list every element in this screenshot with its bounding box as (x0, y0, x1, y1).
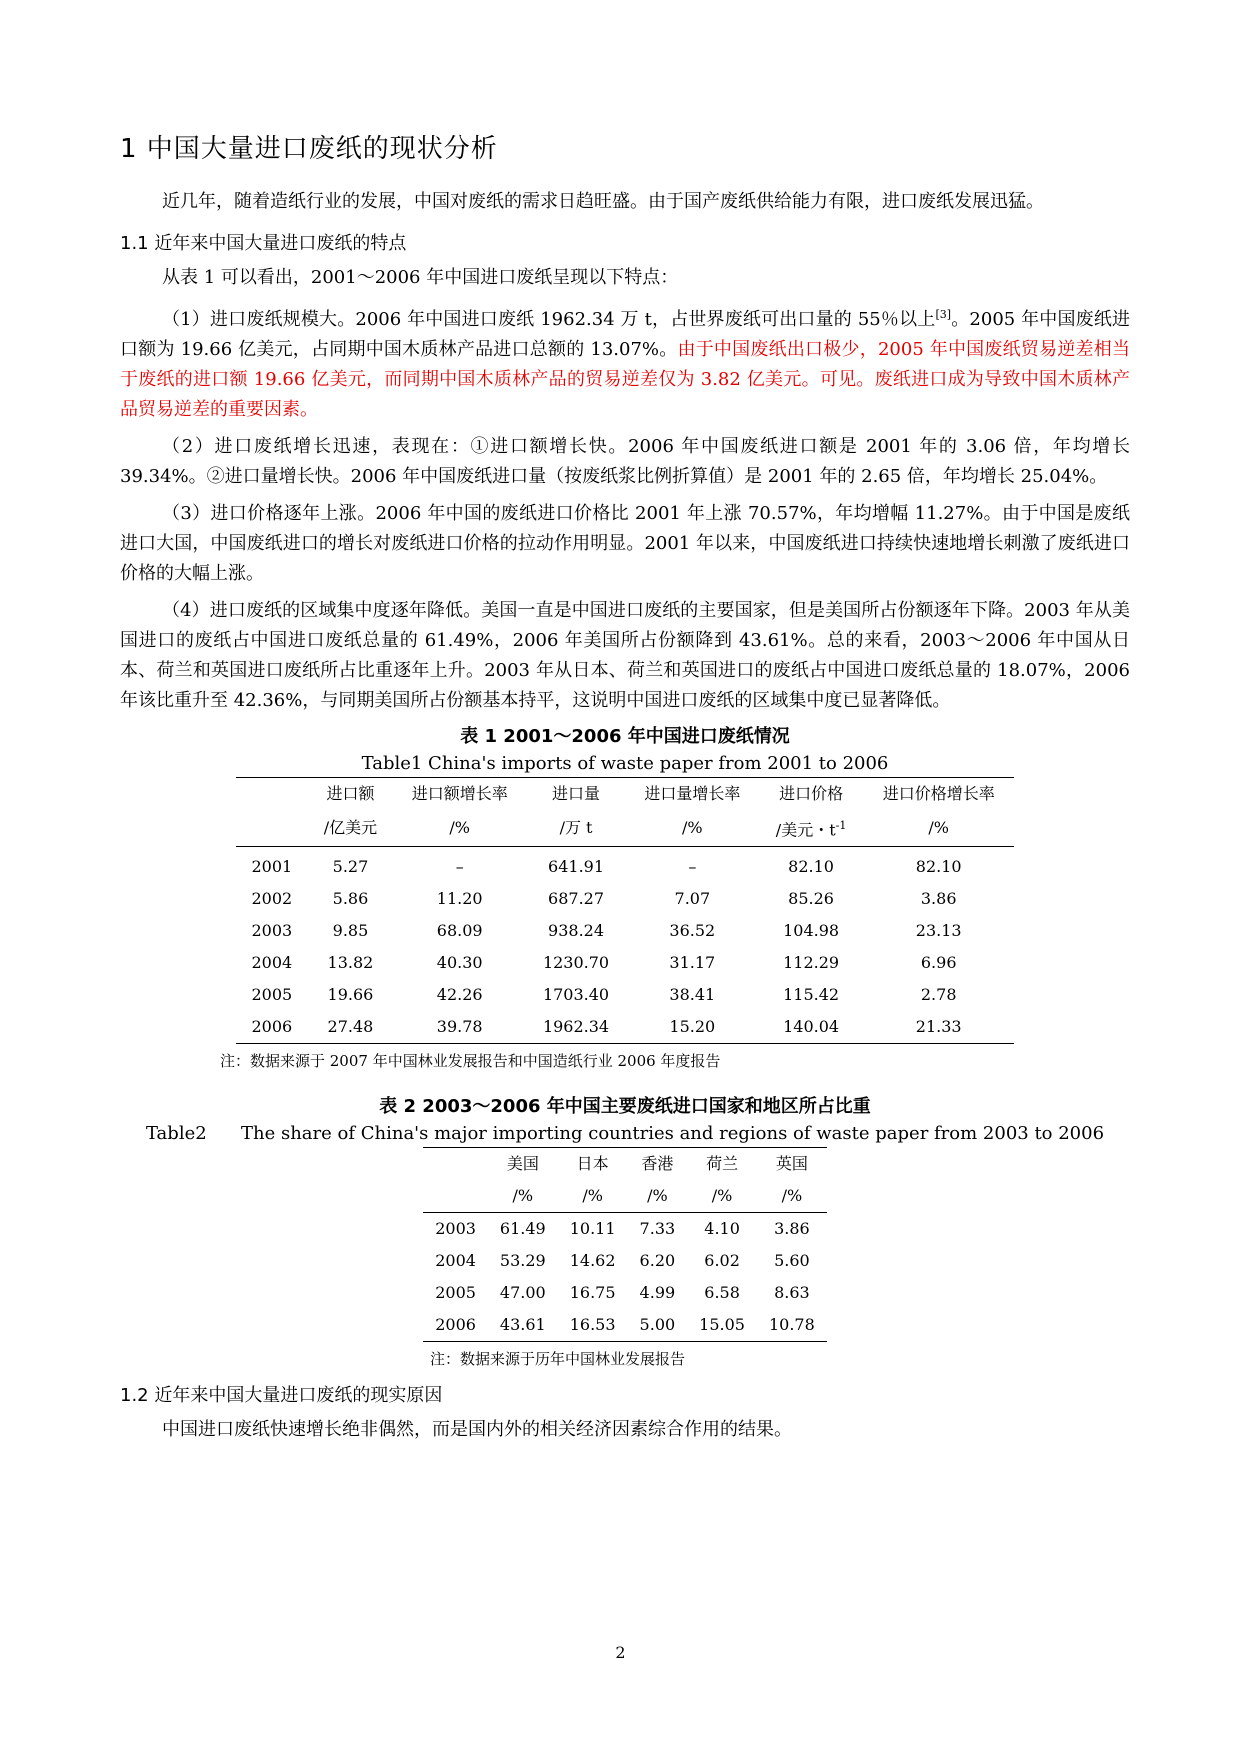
table2-header-cell: 荷兰 (706, 1154, 739, 1174)
table2-header-cell: 香港 (641, 1154, 674, 1174)
table2-cell: 2006 (435, 1315, 476, 1335)
table1-cell: – (688, 857, 697, 877)
table2-row (423, 1277, 827, 1309)
table2-header-cell: 日本 (576, 1154, 609, 1174)
paragraph-scale-text: （1）进口废纸规模大。2006 年中国进口废纸 1962.34 万 t，占世界废纸可出口量的 55％以上 (162, 309, 936, 330)
table2-note: 注：数据来源于历年中国林业发展报告 (430, 1350, 686, 1369)
document-page (120, 128, 1130, 1452)
table1-cell: 938.24 (548, 921, 605, 941)
table2-cell: 43.61 (499, 1315, 546, 1335)
table1-header-cell: 进口价格增长率 (882, 784, 995, 803)
table1-cell: 2002 (251, 889, 293, 909)
table2-cell: 2004 (435, 1251, 476, 1271)
table1-cell: 31.17 (669, 953, 716, 973)
paragraph-scale (120, 300, 1130, 425)
reasons-paragraph: 中国进口废纸快速增长绝非偶然，而是国内外的相关经济因素综合作用的结果。 (162, 1419, 792, 1441)
paragraph-growth: （2）进口废纸增长迅速，表现在：①进口额增长快。2006 年中国废纸进口额是 2001 年的 3.06 倍，年均增长 39.34%。②进口量增长快。2006 年中国废纸进口量（按废纸浆比例折算值）是 2001 年的 2.65 倍，年均增长 25.04%。 (120, 436, 1130, 487)
table2-row (423, 1309, 827, 1342)
table1-cell: 112.29 (783, 953, 840, 973)
table1-cell: 85.26 (788, 889, 834, 909)
table2-row (423, 1245, 827, 1277)
table1-cell: 27.48 (327, 1017, 374, 1037)
page-number: 2 (615, 1643, 626, 1662)
table2-cell: 5.60 (774, 1251, 810, 1271)
table1-cell: 1230.70 (542, 953, 610, 973)
table1-cell: 5.86 (332, 889, 369, 909)
table2-body (423, 1213, 827, 1342)
table1-unit-cell: /% (682, 818, 703, 838)
paragraph-concentration: （4）进口废纸的区域集中度逐年降低。美国一直是中国进口废纸的主要国家，但是美国所占份额逐年下降。2003 年从美国进口的废纸占中国进口废纸总量的 61.49%，2006 年美国所占份额降到 43.61%。总的来看，2003～2006 年中国从日本、荷兰和英国进口废纸所占比重逐年上升。2003 年从日本、荷兰和英国进口的废纸占中国进口废纸总量的 18.07%，2006 年该比重升至 42.36%，与同期美国所占份额基本持平，这说明中国进口废纸的区域集中度已显著降低。 (120, 600, 1130, 711)
table1-cell: 2001 (251, 857, 293, 877)
table1-cell: 1962.34 (542, 1017, 610, 1037)
table1-price-unit-exponent: -1 (835, 819, 847, 832)
table2-cell: 16.75 (569, 1283, 616, 1303)
table1-cell: 2.78 (920, 985, 957, 1005)
table1-cell: 42.26 (436, 985, 483, 1005)
table1-header-cell: 进口量增长率 (644, 784, 741, 803)
table1-cell: 641.91 (548, 857, 605, 877)
table1-cell: 2005 (251, 985, 293, 1005)
table2-cell: 53.29 (499, 1251, 546, 1271)
table1-row (236, 947, 1014, 979)
table1-header-cell: 进口额 (326, 784, 375, 803)
table1-unit-cell (236, 810, 308, 847)
highlighted-text: 由于中国废纸出口极少，2005 年中国废纸贸易逆差相当于废纸的进口额 19.66 亿美元，而同期中国木质林产品的贸易逆差仅为 3.82 亿美元。可见。废纸进口成为导致中国木质林产品贸易逆差的重要因素。 (120, 339, 1130, 420)
section-heading: 1 中国大量进口废纸的现状分析 (120, 134, 498, 164)
table1-unit-cell: /% (928, 818, 949, 838)
table2-cell: 14.62 (569, 1251, 616, 1271)
table1-row (236, 979, 1014, 1011)
table2-cell: 10.11 (569, 1219, 616, 1239)
table1-row (236, 1011, 1014, 1044)
table1-cell: 82.10 (788, 857, 834, 877)
table1-header-cell: 进口量 (552, 784, 601, 803)
lead-paragraph: 从表 1 可以看出，2001～2006 年中国进口废纸呈现以下特点： (162, 267, 679, 288)
table2-unit-cell (423, 1180, 488, 1213)
table2-cell: 3.86 (774, 1219, 810, 1239)
table1-unit-row (236, 810, 1014, 847)
table2-cell: 2003 (435, 1219, 476, 1239)
table1-unit-cell: /% (449, 818, 470, 838)
paragraph-price: （3）进口价格逐年上涨。2006 年中国的废纸进口价格比 2001 年上涨 70.57%，年均增幅 11.27%。由于中国是废纸进口大国，中国废纸进口的增长对废纸进口价格的拉动作用明显。2001 年以来，中国废纸进口持续快速地增长刺激了废纸进口价格的大幅上涨。 (120, 503, 1130, 584)
table2-header-cell: 美国 (506, 1154, 539, 1174)
table1-unit-cell: /万 t (559, 818, 593, 838)
table2-unit-cell: /% (512, 1186, 534, 1206)
table1-caption-en: Table1 China's imports of waste paper from 2001 to 2006 (361, 753, 889, 774)
table1-cell: 2003 (251, 921, 293, 941)
table1-cell: 38.41 (669, 985, 716, 1005)
citation-ref: [3] (935, 308, 952, 321)
table1-header-cell (236, 778, 308, 811)
table2-cell: 8.63 (774, 1283, 810, 1303)
table1-cell: 13.82 (327, 953, 374, 973)
table1-cell: 5.27 (332, 857, 369, 877)
table1-cell: 1703.40 (542, 985, 610, 1005)
table1-cell: 9.85 (332, 921, 369, 941)
table1-cell: 15.20 (669, 1017, 716, 1037)
table2-unit-cell: /% (582, 1186, 603, 1206)
table2-cell: 6.02 (704, 1251, 740, 1271)
table1-price-unit: /美元・t (775, 820, 836, 840)
table2-cell: 15.05 (699, 1315, 745, 1335)
table1-cell: – (455, 857, 464, 877)
table1-row (236, 847, 1014, 884)
subsection-heading-1-2: 1.2 近年来中国大量进口废纸的现实原因 (120, 1385, 443, 1407)
table2-cell: 47.00 (499, 1283, 546, 1303)
table1-cell: 23.13 (915, 921, 962, 941)
table2-caption-en: Table2 The share of China's major importing countries and regions of waste paper from 2003 to 2006 (145, 1123, 1105, 1145)
table1-unit-cell (759, 810, 864, 847)
table2-cell: 61.49 (499, 1219, 546, 1239)
table2-unit-row (423, 1180, 827, 1213)
intro-paragraph: 近几年，随着造纸行业的发展，中国对废纸的需求日趋旺盛。由于国产废纸供给能力有限，进口废纸发展迅猛。 (162, 191, 1044, 212)
table2-cell: 10.78 (768, 1315, 815, 1335)
table2-cell: 5.00 (639, 1315, 676, 1335)
table1-cell: 39.78 (436, 1017, 483, 1037)
table1-cell: 2006 (251, 1017, 293, 1037)
table1-cell: 115.42 (783, 985, 840, 1005)
table1-cell: 82.10 (915, 857, 962, 877)
table2-cell: 16.53 (569, 1315, 616, 1335)
table1-caption-cn: 表 1 2001～2006 年中国进口废纸情况 (460, 726, 790, 747)
table1-cell: 3.86 (920, 889, 957, 909)
table1-cell: 21.33 (915, 1017, 962, 1037)
subsection-heading-1-1: 1.1 近年来中国大量进口废纸的特点 (120, 233, 407, 254)
table1-header-row (236, 778, 1014, 811)
table2-cell: 4.99 (639, 1283, 676, 1303)
table2-header-row (423, 1148, 827, 1181)
table2-caption-cn: 表 2 2003～2006 年中国主要废纸进口国家和地区所占比重 (379, 1096, 871, 1118)
table1-cell: 40.30 (436, 953, 483, 973)
table2-unit-cell: /% (647, 1186, 668, 1206)
table1-cell: 687.27 (548, 889, 605, 909)
table-2 (423, 1147, 827, 1342)
table1-cell: 11.20 (436, 889, 483, 909)
table1-cell: 19.66 (327, 985, 374, 1005)
table1-cell: 104.98 (783, 921, 840, 941)
table2-cell: 6.20 (639, 1251, 676, 1271)
table2-unit-cell: /% (781, 1186, 803, 1206)
table1-row (236, 915, 1014, 947)
table1-cell: 140.04 (783, 1017, 840, 1037)
paragraph-scale-text-2: 。2005 年中国废纸进口额为 19.66 亿美元，占同期中国木质林产品进口总额的 13.07%。 (120, 309, 1130, 360)
table1-cell: 7.07 (674, 889, 711, 909)
table1-header-cell: 进口额增长率 (411, 784, 508, 803)
table2-row (423, 1213, 827, 1246)
table2-cell: 6.58 (704, 1283, 740, 1303)
table1-unit-cell: /亿美元 (323, 818, 378, 838)
table1-cell: 36.52 (669, 921, 716, 941)
table-1 (236, 777, 1014, 1044)
table1-cell: 2004 (251, 953, 293, 973)
table2-unit-cell: /% (711, 1186, 733, 1206)
table1-cell: 68.09 (436, 921, 483, 941)
table1-body (236, 847, 1014, 1044)
table2-cell: 7.33 (639, 1219, 676, 1239)
table1-cell: 6.96 (920, 953, 957, 973)
table2-cell: 4.10 (704, 1219, 740, 1239)
table1-note: 注：数据来源于 2007 年中国林业发展报告和中国造纸行业 2006 年度报告 (220, 1052, 721, 1071)
table2-header-cell: 英国 (775, 1154, 808, 1174)
table1-header-cell: 进口价格 (779, 784, 844, 803)
table1-row (236, 883, 1014, 915)
table2-cell: 2005 (435, 1283, 476, 1303)
table2-header-cell (423, 1148, 488, 1181)
